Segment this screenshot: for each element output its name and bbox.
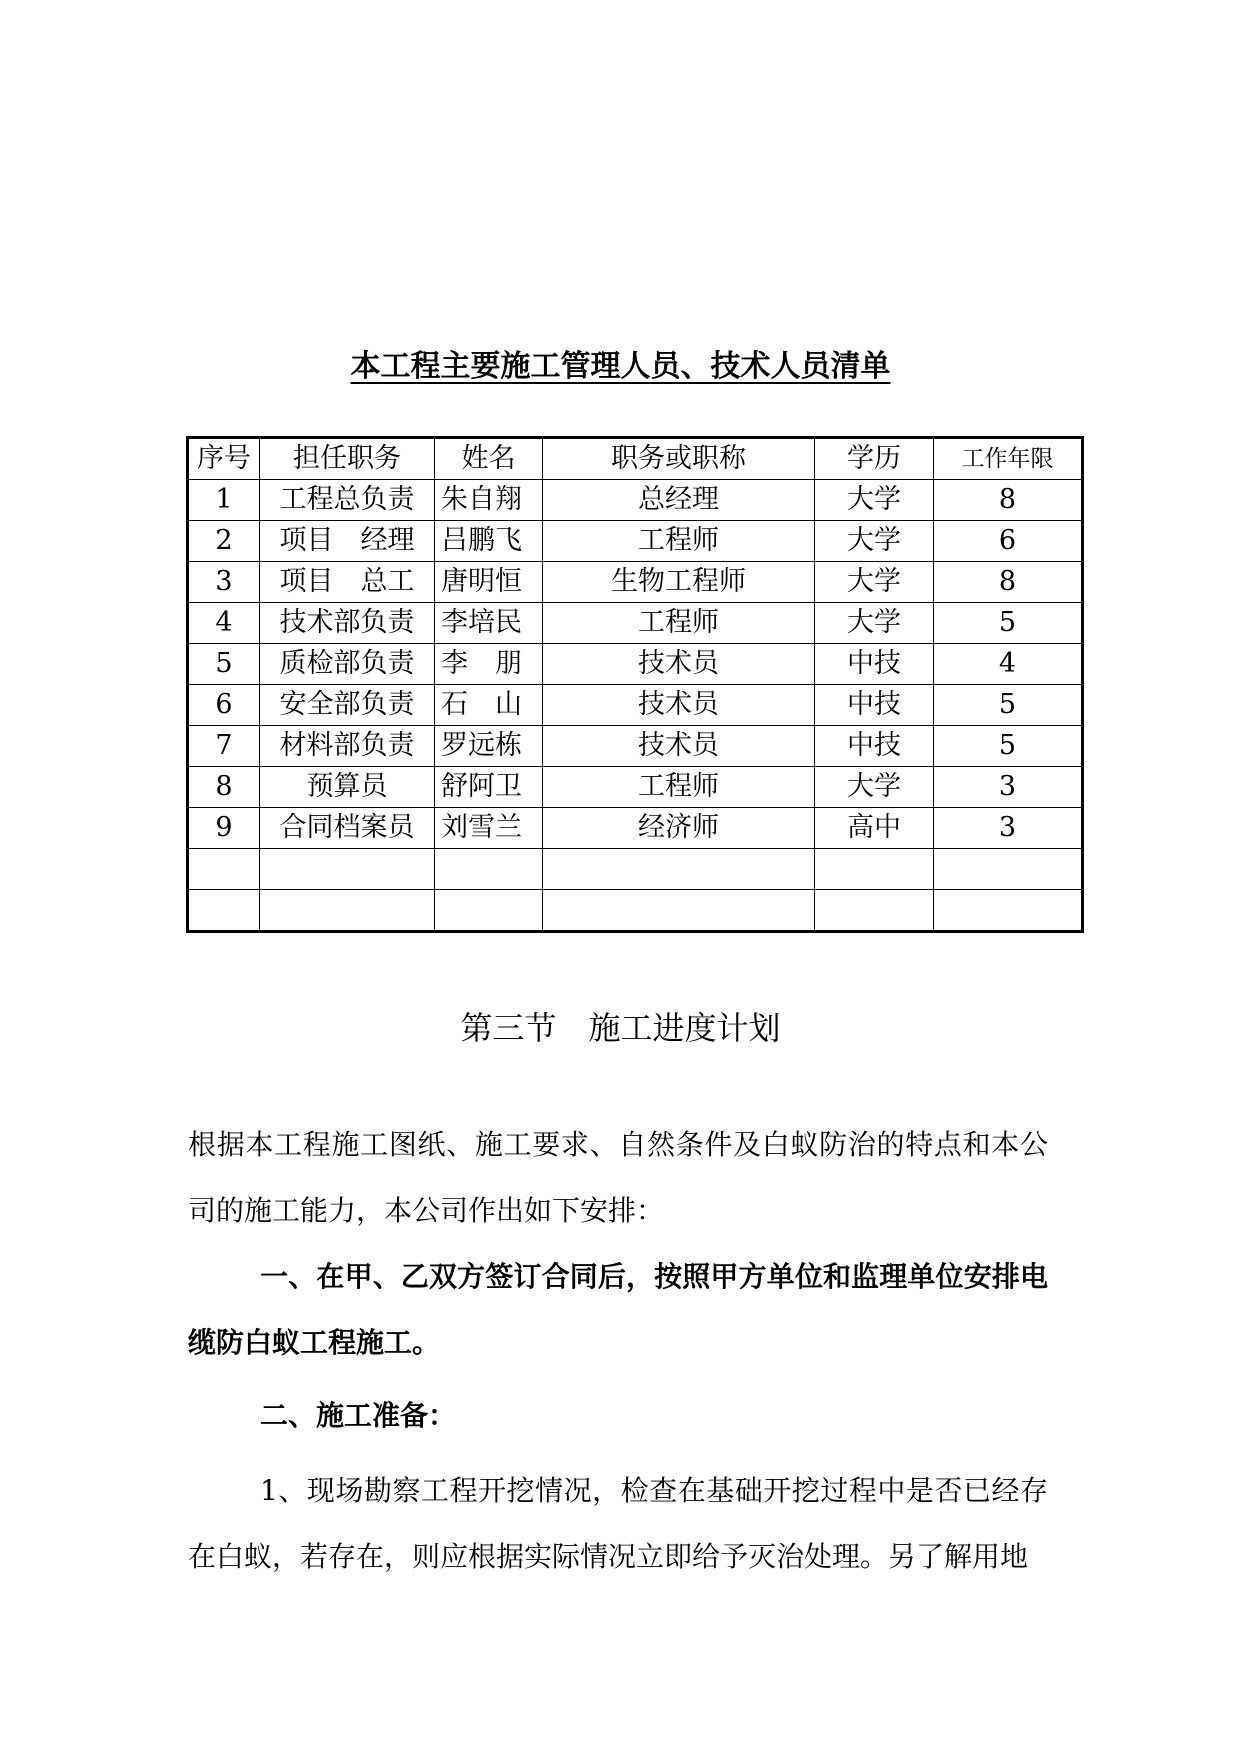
cell-index	[188, 890, 260, 932]
header-role: 担任职务	[260, 438, 435, 480]
cell-name	[435, 890, 543, 932]
cell-education: 大学	[815, 521, 934, 562]
cell-years	[934, 890, 1083, 932]
cell-name: 舒阿卫	[435, 767, 543, 808]
cell-title: 经济师	[543, 808, 815, 849]
cell-education	[815, 890, 934, 932]
cell-title	[543, 849, 815, 890]
cell-index: 4	[188, 603, 260, 644]
cell-title: 工程师	[543, 521, 815, 562]
table-row-empty	[188, 849, 1083, 890]
header-years: 工作年限	[934, 438, 1083, 480]
cell-role: 安全部负责	[260, 685, 435, 726]
cell-years: 3	[934, 767, 1083, 808]
cell-name: 刘雪兰	[435, 808, 543, 849]
staff-table	[186, 436, 1084, 933]
paragraph-item-2-1-text: 1、现场勘察工程开挖情况，检查在基础开挖过程中是否已经存在白蚁，若存在，则应根据实际情况立即给予灭治处理。另了解用地	[188, 1474, 1048, 1573]
paragraph-item-2-1	[188, 1458, 1048, 1590]
cell-years: 3	[934, 808, 1083, 849]
cell-role: 预算员	[260, 767, 435, 808]
cell-index: 8	[188, 767, 260, 808]
cell-title: 工程师	[543, 603, 815, 644]
cell-index: 1	[188, 480, 260, 521]
paragraph-item-1-text: 一、在甲、乙双方签订合同后，按照甲方单位和监理单位安排电缆防白蚁工程施工。	[188, 1260, 1048, 1359]
table-row	[188, 521, 1083, 562]
cell-role: 质检部负责	[260, 644, 435, 685]
cell-index: 2	[188, 521, 260, 562]
table-row	[188, 808, 1083, 849]
cell-years: 4	[934, 644, 1083, 685]
cell-name: 李 朋	[435, 644, 543, 685]
cell-role: 项目 总工	[260, 562, 435, 603]
cell-index: 3	[188, 562, 260, 603]
cell-years: 5	[934, 685, 1083, 726]
cell-role: 工程总负责	[260, 480, 435, 521]
table-row	[188, 685, 1083, 726]
table-row	[188, 562, 1083, 603]
paragraph-intro: 根据本工程施工图纸、施工要求、自然条件及白蚁防治的特点和本公司的施工能力，本公司作出如下安排：	[188, 1128, 1048, 1227]
table-row-empty	[188, 890, 1083, 932]
cell-name	[435, 849, 543, 890]
cell-years: 5	[934, 603, 1083, 644]
cell-years: 6	[934, 521, 1083, 562]
cell-years: 5	[934, 726, 1083, 767]
cell-title: 生物工程师	[543, 562, 815, 603]
header-name: 姓名	[435, 438, 543, 480]
table-row	[188, 480, 1083, 521]
cell-index: 9	[188, 808, 260, 849]
page-title-text: 本工程主要施工管理人员、技术人员清单	[350, 349, 891, 384]
cell-title: 技术员	[543, 644, 815, 685]
cell-title: 技术员	[543, 685, 815, 726]
page-title	[0, 347, 1241, 387]
cell-education: 大学	[815, 480, 934, 521]
cell-education: 大学	[815, 767, 934, 808]
cell-index: 7	[188, 726, 260, 767]
header-title: 职务或职称	[543, 438, 815, 480]
section-title: 第三节 施工进度计划	[460, 1009, 781, 1047]
cell-role: 合同档案员	[260, 808, 435, 849]
cell-title	[543, 890, 815, 932]
cell-role: 项目 经理	[260, 521, 435, 562]
cell-role: 材料部负责	[260, 726, 435, 767]
cell-name: 吕鹏飞	[435, 521, 543, 562]
paragraph-item-1	[188, 1244, 1048, 1376]
cell-education	[815, 849, 934, 890]
cell-title: 总经理	[543, 480, 815, 521]
cell-years	[934, 849, 1083, 890]
cell-education: 中技	[815, 685, 934, 726]
cell-role	[260, 890, 435, 932]
cell-education: 中技	[815, 726, 934, 767]
cell-role	[260, 849, 435, 890]
header-education: 学历	[815, 438, 934, 480]
paragraph-item-2	[188, 1383, 1048, 1449]
cell-years: 8	[934, 480, 1083, 521]
cell-title: 技术员	[543, 726, 815, 767]
cell-name: 李培民	[435, 603, 543, 644]
cell-index	[188, 849, 260, 890]
cell-name: 罗远栋	[435, 726, 543, 767]
cell-education: 大学	[815, 562, 934, 603]
cell-index: 6	[188, 685, 260, 726]
table-header-row	[188, 438, 1083, 480]
table-row	[188, 726, 1083, 767]
cell-education: 高中	[815, 808, 934, 849]
cell-index: 5	[188, 644, 260, 685]
cell-name: 朱自翔	[435, 480, 543, 521]
cell-role: 技术部负责	[260, 603, 435, 644]
table-row	[188, 603, 1083, 644]
paragraph-item-2-text: 二、施工准备：	[260, 1399, 457, 1432]
cell-years: 8	[934, 562, 1083, 603]
cell-education: 中技	[815, 644, 934, 685]
cell-education: 大学	[815, 603, 934, 644]
cell-name: 唐明恒	[435, 562, 543, 603]
header-index: 序号	[188, 438, 260, 480]
table-row	[188, 644, 1083, 685]
cell-name: 石 山	[435, 685, 543, 726]
cell-title: 工程师	[543, 767, 815, 808]
table-row	[188, 767, 1083, 808]
